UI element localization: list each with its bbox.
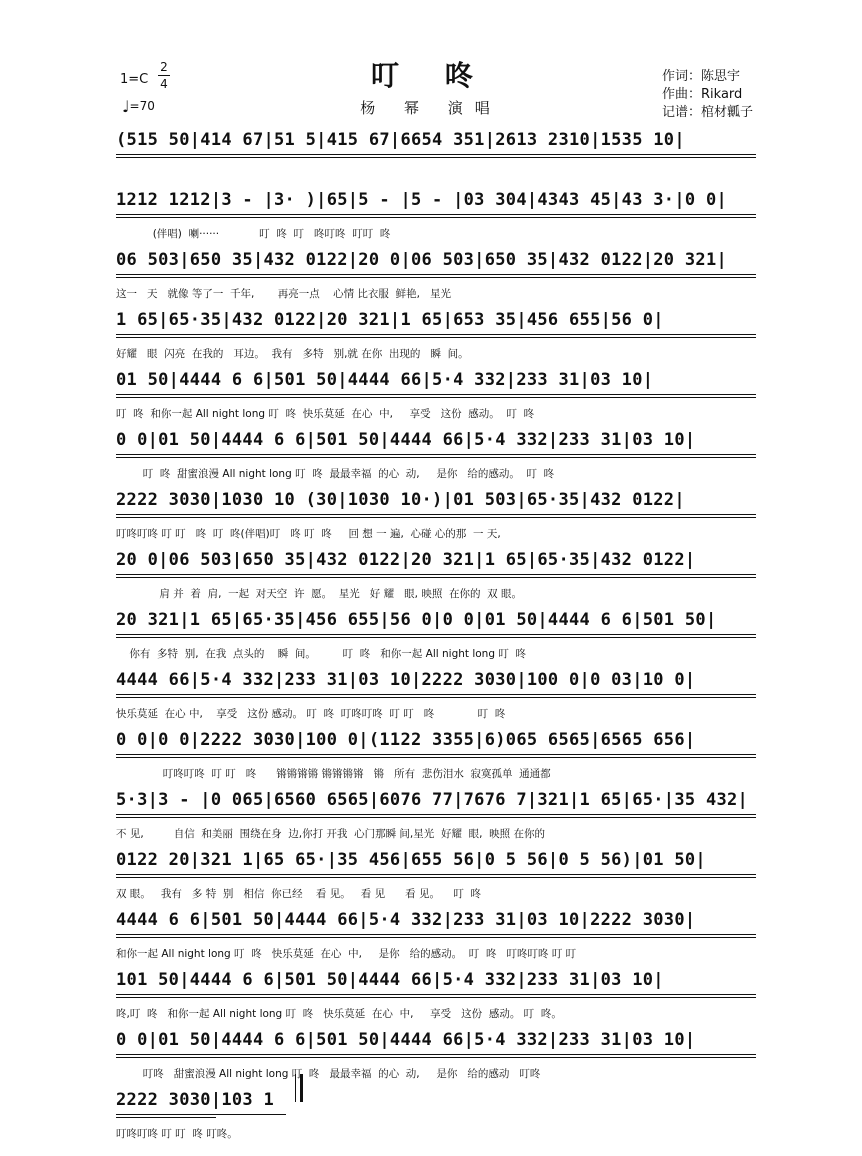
beam-line — [116, 334, 756, 335]
beam-line-secondary — [116, 457, 756, 458]
lyric-line: 这一 天 就像 等了一 千年, 再亮一点 心情 比衣服 鲜艳, 星光 — [116, 288, 451, 300]
jianpu-notes: 06 503|650 35|432 0122|20 0|06 503|650 35|432 0122|20 321| — [116, 250, 728, 270]
lyric-line: 叮咚 甜蜜浪漫 All night long 叮 咚 最最幸福 的心 动, 是你 给的感动 叮咚 — [116, 1068, 541, 1080]
beam-line-secondary — [116, 517, 756, 518]
beam-line — [116, 754, 756, 755]
jianpu-notes: 0 0|01 50|4444 6 6|501 50|4444 66|5·4 332|233 31|03 10| — [116, 1030, 696, 1050]
singer-credit: 杨 幂 演唱 — [360, 99, 502, 117]
beam-line-secondary — [116, 217, 756, 218]
lyric-line: 肩 并 着 肩, 一起 对天空 许 愿。 星光 好 耀 眼, 映照 在你的 双 眼。 — [116, 588, 523, 600]
jianpu-notes: 5·3|3 - |0 065|6560 6565|6076 77|7676 7|321|1 65|65·|35 432| — [116, 790, 749, 810]
beam-line — [116, 394, 756, 395]
beam-line — [116, 454, 756, 455]
jianpu-notes: 20 321|1 65|65·35|456 655|56 0|0 0|01 50|4444 6 6|501 50| — [116, 610, 717, 630]
beam-line-secondary — [116, 397, 756, 398]
beam-line-secondary — [116, 757, 756, 758]
beam-line — [116, 214, 756, 215]
lyric-line: 不 见, 自信 和美丽 围绕在身 边,你打 开我 心门那瞬 间,星光 好耀 眼, 映照 在你的 — [116, 828, 545, 840]
lyric-line: 叮咚叮咚 叮 叮 咚 叮 咚(伴唱)叮 咚 叮 咚 回 想 一 遍, 心碰 心的那 一 天, — [116, 528, 501, 540]
beam-line — [116, 154, 756, 155]
beam-line-secondary — [116, 337, 756, 338]
lyric-line — [116, 166, 766, 182]
beam-line-secondary — [116, 817, 756, 818]
jianpu-notes: 20 0|06 503|650 35|432 0122|20 321|1 65|65·35|432 0122| — [116, 550, 696, 570]
jianpu-notes: 4444 6 6|501 50|4444 66|5·4 332|233 31|03 10|2222 3030| — [116, 910, 696, 930]
jianpu-notes: 1 65|65·35|432 0122|20 321|1 65|653 35|456 655|56 0| — [116, 310, 664, 330]
lyric-line: 咚,叮 咚 和你一起 All night long 叮 咚 快乐莫延 在心 中, 享受 这份 感动。 叮 咚。 — [116, 1008, 562, 1020]
transcriber-credit: 记谱：棺材瓤子 — [662, 105, 754, 120]
beam-line — [116, 694, 756, 695]
beam-line — [116, 874, 756, 875]
beam-line-secondary — [116, 277, 756, 278]
lyricist-credit: 作词：陈思宇 — [662, 69, 741, 84]
composer-credit: 作曲：Rikard — [662, 87, 743, 102]
beam-line — [116, 1114, 286, 1115]
jianpu-notes: (515 50|414 67|51 5|415 67|6654 351|2613 2310|1535 10| — [116, 130, 685, 150]
lyric-line: (伴唱) 喇······ 叮 咚 叮 咚叮咚 叮叮 咚 — [116, 228, 391, 240]
beam-line — [116, 274, 756, 275]
song-title: 叮 咚 — [371, 59, 491, 92]
beam-line — [116, 814, 756, 815]
beam-line-secondary — [116, 1057, 756, 1058]
lyric-line: 叮 咚 和你一起 All night long 叮 咚 快乐莫延 在心 中, 享受 这份 感动。 叮 咚 — [116, 408, 535, 420]
beam-line — [116, 574, 756, 575]
lyric-line: 好耀 眼 闪亮 在我的 耳边。 我有 多特 别,就 在你 出现的 瞬 间。 — [116, 348, 469, 360]
jianpu-notes: 01 50|4444 6 6|501 50|4444 66|5·4 332|233 31|03 10| — [116, 370, 654, 390]
beam-line — [116, 994, 756, 995]
beam-line-secondary — [116, 637, 756, 638]
meter-top: 2 — [160, 60, 168, 74]
jianpu-notes: 0 0|0 0|2222 3030|100 0|(1122 3355|6)065 6565|6565 656| — [116, 730, 696, 750]
jianpu-notes: 2222 3030|103 1 — [116, 1090, 275, 1110]
beam-line — [116, 514, 756, 515]
lyric-line: 和你一起 All night long 叮 咚 快乐莫延 在心 中, 是你 给的感动。 叮 咚 叮咚叮咚 叮 叮 — [116, 948, 577, 960]
beam-line-secondary — [116, 877, 756, 878]
beam-line — [116, 634, 756, 635]
lyric-line: 双 眼。 我有 多 特 别 相信 你已经 看 见。 看 见 看 见。 叮 咚 — [116, 888, 481, 900]
quarter-note-icon: ♩ — [122, 97, 130, 116]
jianpu-notes: 0122 20|321 1|65 65·|35 456|655 56|0 5 56|0 5 56)|01 50| — [116, 850, 706, 870]
beam-line-secondary — [116, 577, 756, 578]
final-barline — [295, 1074, 303, 1102]
jianpu-notes: 0 0|01 50|4444 6 6|501 50|4444 66|5·4 332|233 31|03 10| — [116, 430, 696, 450]
beam-line-secondary — [116, 997, 756, 998]
beam-line — [116, 1054, 756, 1055]
meter-bottom: 4 — [160, 77, 168, 91]
lyric-line: 你有 多特 别, 在我 点头的 瞬 间。 叮 咚 和你一起 All night long 叮 咚 — [116, 648, 527, 660]
credits-block — [662, 68, 753, 122]
lyric-line: 叮 咚 甜蜜浪漫 All night long 叮 咚 最最幸福 的心 动, 是你 给的感动。 叮 咚 — [116, 468, 555, 480]
lyric-line: 快乐莫延 在心 中, 享受 这份 感动。 叮 咚 叮咚叮咚 叮 叮 咚 叮 咚 — [116, 708, 506, 720]
key-signature: 1=C — [120, 72, 149, 87]
beam-line-secondary — [116, 1117, 216, 1118]
lyric-line: 叮咚叮咚 叮 叮 咚 锵锵锵锵 锵锵锵锵 锵 所有 悲伤泪水 寂寞孤单 通通都 — [116, 768, 551, 780]
jianpu-notes: 1212 1212|3 - |3· )|65|5 - |5 - |03 304|4343 45|43 3·|0 0| — [116, 190, 728, 210]
beam-line — [116, 934, 756, 935]
beam-line-secondary — [116, 157, 756, 158]
jianpu-notes: 101 50|4444 6 6|501 50|4444 66|5·4 332|233 31|03 10| — [116, 970, 664, 990]
beam-line-secondary — [116, 937, 756, 938]
lyric-line: 叮咚叮咚 叮 叮 咚 叮咚。 — [116, 1128, 238, 1140]
jianpu-notes: 4444 66|5·4 332|233 31|03 10|2222 3030|100 0|0 03|10 0| — [116, 670, 696, 690]
jianpu-notes: 2222 3030|1030 10 (30|1030 10·)|01 503|65·35|432 0122| — [116, 490, 685, 510]
beam-line-secondary — [116, 697, 756, 698]
tempo-value: =70 — [129, 99, 155, 113]
